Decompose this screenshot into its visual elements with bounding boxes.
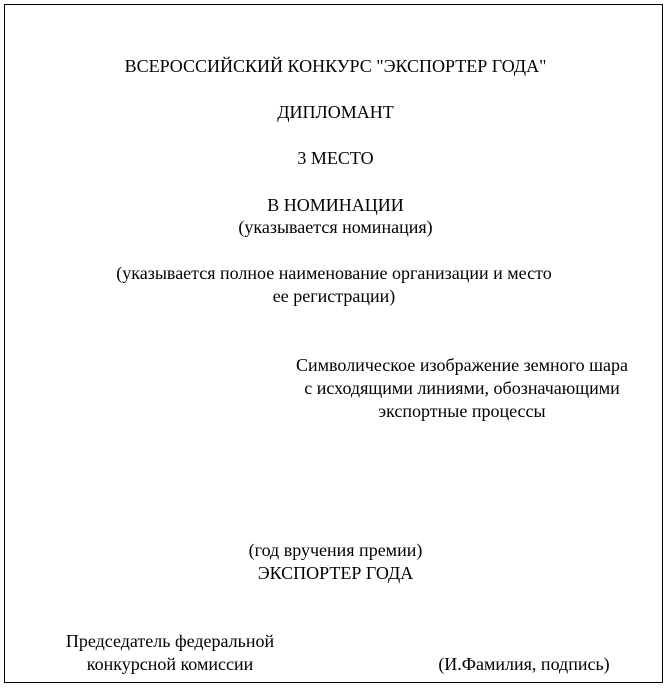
year-placeholder: (год вручения премии)	[248, 540, 423, 560]
signature-placeholder: (И.Фамилия, подпись)	[438, 654, 610, 674]
year-title: ЭКСПОРТЕР ГОДА	[257, 563, 414, 583]
globe-description-line-1: Символическое изображение земного шара	[296, 355, 628, 375]
nomination-heading: В НОМИНАЦИИ	[267, 195, 404, 215]
globe-description-line-3: экспортные процессы	[378, 401, 546, 421]
organization-line-2: ее регистрации)	[272, 286, 396, 306]
contest-title: ВСЕРОССИЙСКИЙ КОНКУРС "ЭКСПОРТЕР ГОДА"	[124, 56, 547, 76]
globe-description-line-2: с исходящими линиями, обозначающими	[304, 378, 620, 398]
award-title: ДИПЛОМАНТ	[277, 102, 394, 122]
place-title: 3 МЕСТО	[297, 148, 374, 168]
chairman-title-line-2: конкурсной комиссии	[86, 654, 254, 674]
organization-line-1: (указывается полное наименование организации и место	[116, 263, 552, 283]
nomination-placeholder: (указывается номинация)	[238, 217, 433, 237]
chairman-title-line-1: Председатель федеральной	[65, 631, 275, 651]
